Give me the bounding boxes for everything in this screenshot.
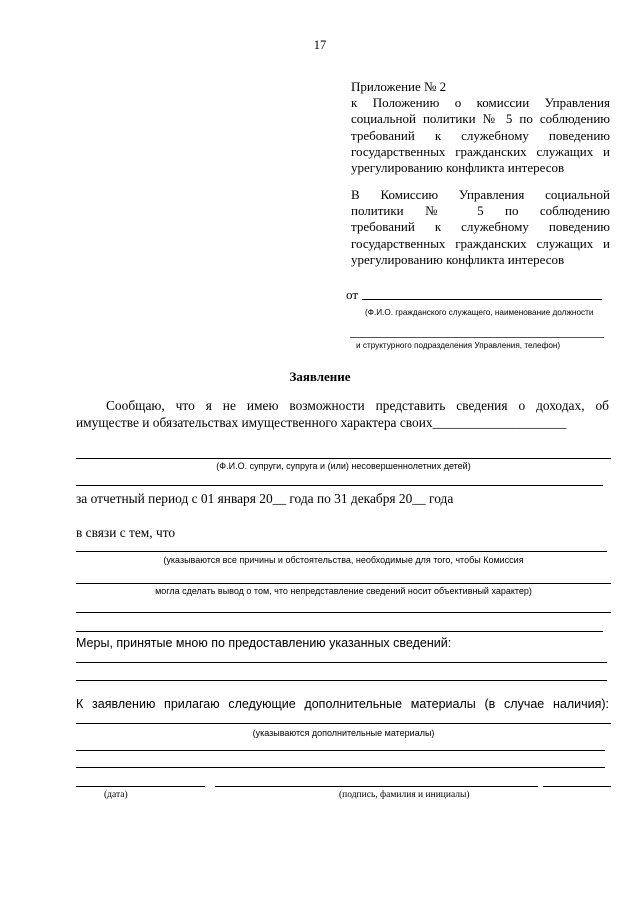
from-position-line[interactable]: [350, 337, 604, 338]
initials-line[interactable]: [543, 786, 611, 787]
addressee-line: требований к служебному поведению: [351, 219, 610, 235]
attachments-line-3[interactable]: [76, 767, 605, 768]
signature-caption: (подпись, фамилия и инициалы): [339, 790, 470, 800]
statement-paragraph: [76, 397, 609, 431]
date-caption: (дата): [104, 790, 128, 800]
appendix-line: государственных гражданских служащих и: [351, 143, 610, 159]
spouse-line-2[interactable]: [76, 485, 603, 486]
date-line[interactable]: [76, 786, 205, 787]
attachments-caption: (указываются дополнительные материалы): [252, 728, 435, 738]
attachments-label: К заявлению прилагаю следующие дополнительные материалы (в случае наличия):: [76, 697, 609, 711]
statement-line-2: имуществе и обязательствах имущественного характера своих____________________: [76, 415, 567, 430]
measures-label: Меры, принятые мною по предоставлению указанных сведений:: [76, 636, 452, 650]
measures-line-1[interactable]: [76, 662, 607, 663]
spouse-line[interactable]: [76, 458, 611, 459]
appendix-line: требований к служебному поведению: [351, 127, 610, 143]
addressee-line: В Комиссию Управления социальной: [351, 187, 610, 202]
from-hint-2: и структурного подразделения Управления, телефон): [356, 341, 561, 350]
appendix-line: социальной политики № 5 по соблюдению: [351, 111, 610, 127]
reason-caption-2: могла сделать вывод о том, что непредставление сведений носит объективный характер): [155, 586, 532, 596]
from-label: от: [346, 287, 359, 302]
page-number: 17: [313, 38, 327, 52]
appendix-line: урегулированию конфликта интересов: [351, 160, 565, 176]
from-hint-1: (Ф.И.О. гражданского служащего, наименование должности: [365, 308, 594, 317]
attachments-line-2[interactable]: [76, 750, 605, 751]
addressee-line: государственных гражданских служащих и: [351, 235, 610, 251]
reason-line-4[interactable]: [76, 631, 603, 632]
appendix-title: Приложение № 2: [351, 79, 447, 94]
period-text: за отчетный период с 01 января 20__ года по 31 декабря 20__ года: [76, 491, 454, 506]
reason-line-1[interactable]: [76, 551, 607, 552]
reason-line-3[interactable]: [76, 612, 611, 613]
reason-intro: в связи с тем, что: [76, 525, 176, 540]
spouse-caption: (Ф.И.О. супруги, супруга и (или) несовершеннолетних детей): [216, 461, 471, 471]
addressee-line: политики № 5 по соблюдению: [351, 203, 610, 219]
measures-line-2[interactable]: [76, 680, 607, 681]
reason-caption-1: (указываются все причины и обстоятельства, необходимые для того, чтобы Комиссия: [163, 555, 524, 565]
signature-line[interactable]: [215, 786, 538, 787]
addressee-block: [351, 187, 610, 268]
attachments-line-1[interactable]: [76, 723, 611, 724]
document-title: Заявление: [289, 369, 351, 384]
statement-line-1: Сообщаю, что я не имею возможности представить сведения о доходах, об: [106, 398, 609, 413]
appendix-line: к Положению о комиссии Управления: [351, 95, 610, 111]
addressee-line: урегулированию конфликта интересов: [351, 251, 565, 267]
appendix-block: [351, 79, 610, 176]
from-name-line[interactable]: [362, 299, 602, 300]
reason-line-2[interactable]: [76, 583, 611, 584]
